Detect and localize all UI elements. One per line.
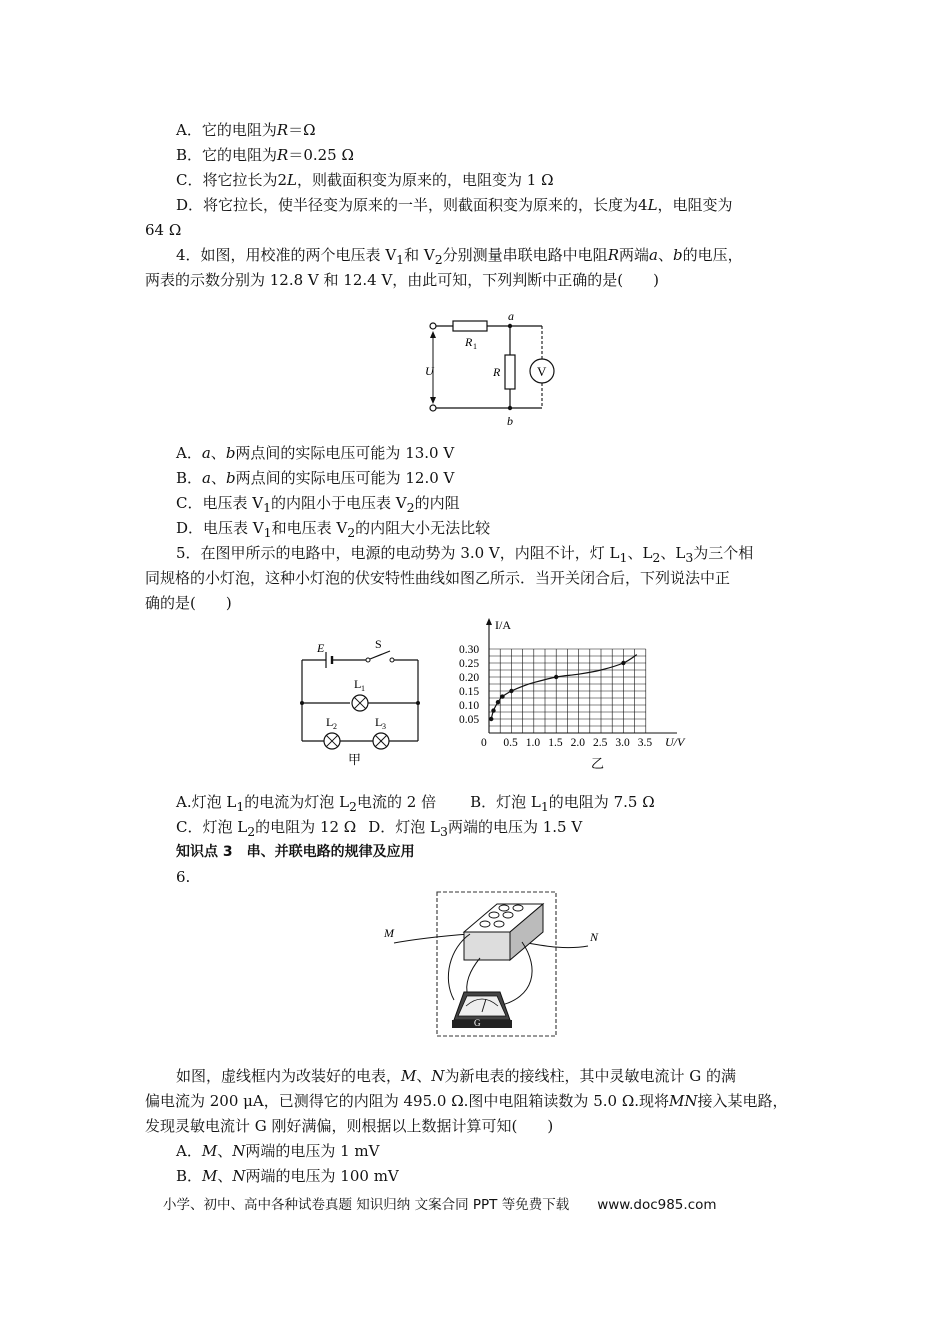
x-tick-label: 2.5 <box>593 737 608 749</box>
q5-option-a-b: A.灯泡 $L_1$的电流为灯泡 $L_2$电流的 2 倍 B．灯泡 $L_1$的电阻为 7.5 Ω <box>176 793 655 814</box>
q4-option-d: D．电压表 $V_1$和电压表 $V_2$的内阻大小无法比较 <box>176 519 491 540</box>
chart-caption: 乙 <box>591 756 605 771</box>
svg-text:S: S <box>375 637 382 651</box>
q6-stem-line1: 如图，虚线框内为改装好的电表，M、N为新电表的接线柱，其中灵敏电流计 G 的满 <box>176 1067 737 1085</box>
q5-stem-line2: 同规格的小灯泡，这种小灯泡的伏安特性曲线如图乙所示．当开关闭合后，下列说法中正 <box>145 569 731 587</box>
y-tick-label: 0.25 <box>459 658 480 670</box>
svg-text:L: L <box>375 715 383 729</box>
q6-stem-line3: 发现灵敏电流计 G 刚好满偏，则根据以上数据计算可知( ) <box>145 1117 554 1135</box>
q5-iv-curve-chart <box>455 615 700 775</box>
footer-url[interactable]: www.doc985.com <box>597 1197 717 1213</box>
y-tick-label: 0.30 <box>459 644 480 656</box>
svg-text:N: N <box>590 930 599 944</box>
svg-text:L: L <box>354 677 362 691</box>
y-tick-label: 0.05 <box>459 714 480 726</box>
data-point <box>554 675 558 679</box>
svg-text:1: 1 <box>473 342 477 351</box>
svg-text:R: R <box>493 365 501 379</box>
footer-text: 小学、初中、高中各种试卷真题 知识归纳 文案合同 PPT 等免费下载 <box>163 1197 570 1213</box>
q3-option-b: B．它的电阻为R＝0.25 Ω <box>176 146 354 164</box>
section-heading: 知识点 3 串、并联电路的规律及应用 <box>176 844 415 860</box>
iv-curve-line <box>491 655 637 719</box>
q4-option-b: B．a、b两点间的实际电压可能为 12.0 V <box>176 469 455 487</box>
data-point <box>496 700 500 704</box>
resistor-r <box>505 355 515 389</box>
q3-option-a: A．它的电阻为R＝Ω <box>176 121 316 139</box>
x-tick-label: 0.5 <box>503 737 518 749</box>
data-point <box>621 661 625 665</box>
svg-text:甲: 甲 <box>348 752 362 767</box>
data-point <box>489 717 493 721</box>
q5-circuit-jia <box>290 638 430 768</box>
x-tick-label: 2.0 <box>570 737 585 749</box>
x-tick-label: 3.0 <box>615 737 630 749</box>
svg-text:E: E <box>317 641 325 655</box>
svg-text:1: 1 <box>361 684 365 693</box>
resistor-r1 <box>453 321 487 331</box>
svg-text:a: a <box>508 309 514 323</box>
lamp-l1-icon <box>352 695 368 711</box>
data-point <box>491 708 495 712</box>
q4-option-a: A．a、b两点间的实际电压可能为 13.0 V <box>176 444 455 462</box>
q6-option-a: A．M、N两端的电压为 1 mV <box>176 1142 380 1160</box>
svg-text:G: G <box>474 1018 481 1028</box>
svg-text:b: b <box>507 414 513 428</box>
q6-stem-line2: 偏电流为 200 μA，已测得它的内阻为 495.0 Ω.图中电阻箱读数为 5.0 Ω.现将MN接入某电路， <box>145 1092 788 1110</box>
x-axis-label: U/V <box>665 735 685 749</box>
q5-stem-line1: 5．在图甲所示的电路中，电源的电动势为 3.0 V，内阻不计，灯 $L_1$、$L_2$、$L_3$为三个相 <box>176 544 754 565</box>
q4-stem-line2: 两表的示数分别为 12.8 V 和 12.4 V，由此可知，下列判断中正确的是( ) <box>145 271 660 289</box>
y-tick-label: 0.15 <box>459 686 480 698</box>
x-tick-label: 3.5 <box>637 737 653 749</box>
svg-text:M: M <box>384 926 394 940</box>
svg-text:R: R <box>465 335 473 349</box>
svg-text:3: 3 <box>382 722 386 731</box>
q3-option-c: C．将它拉长为2L，则截面积变为原来的，电阻变为 1 Ω <box>176 171 554 189</box>
lamp-l3-icon <box>373 733 389 749</box>
y-axis-label: I/A <box>495 618 511 632</box>
q6-meter-figure <box>380 888 610 1040</box>
galvanometer-icon <box>452 992 512 1028</box>
q4-stem-line1: 4．如图，用校准的两个电压表 $V_1$和 $V_2$分别测量串联电路中电阻R两端a、b的电压， <box>176 246 743 267</box>
data-point <box>500 694 504 698</box>
y-tick-label: 0.20 <box>459 672 480 684</box>
q4-circuit-figure <box>420 309 570 432</box>
page-footer <box>163 1193 717 1213</box>
svg-text:V: V <box>537 364 547 379</box>
q4-option-c: C．电压表 $V_1$的内阻小于电压表 $V_2$的内阻 <box>176 494 460 515</box>
resistance-box-icon <box>464 904 543 960</box>
q6-option-b: B．M、N两端的电压为 100 mV <box>176 1167 399 1185</box>
svg-text:L: L <box>326 715 334 729</box>
lamp-l2-icon <box>324 733 340 749</box>
x-tick-label: 0 <box>481 737 487 749</box>
q3-option-d: D．将它拉长，使半径变为原来的一半，则截面积变为原来的，长度为4L，电阻变为 <box>176 196 733 214</box>
x-tick-label: 1.0 <box>525 737 541 749</box>
q3-option-d-continued: 64 Ω <box>145 221 182 239</box>
x-tick-label: 1.5 <box>548 737 563 749</box>
q5-option-c-d: C．灯泡 $L_2$的电阻为 12 Ω D．灯泡 $L_3$两端的电压为 1.5 V <box>176 818 583 839</box>
q5-stem-line3: 确的是( ) <box>145 594 232 612</box>
q6-number: 6. <box>176 868 191 886</box>
svg-text:U: U <box>425 364 434 378</box>
svg-text:2: 2 <box>333 722 337 731</box>
y-tick-label: 0.10 <box>459 700 480 712</box>
data-point <box>509 689 513 693</box>
